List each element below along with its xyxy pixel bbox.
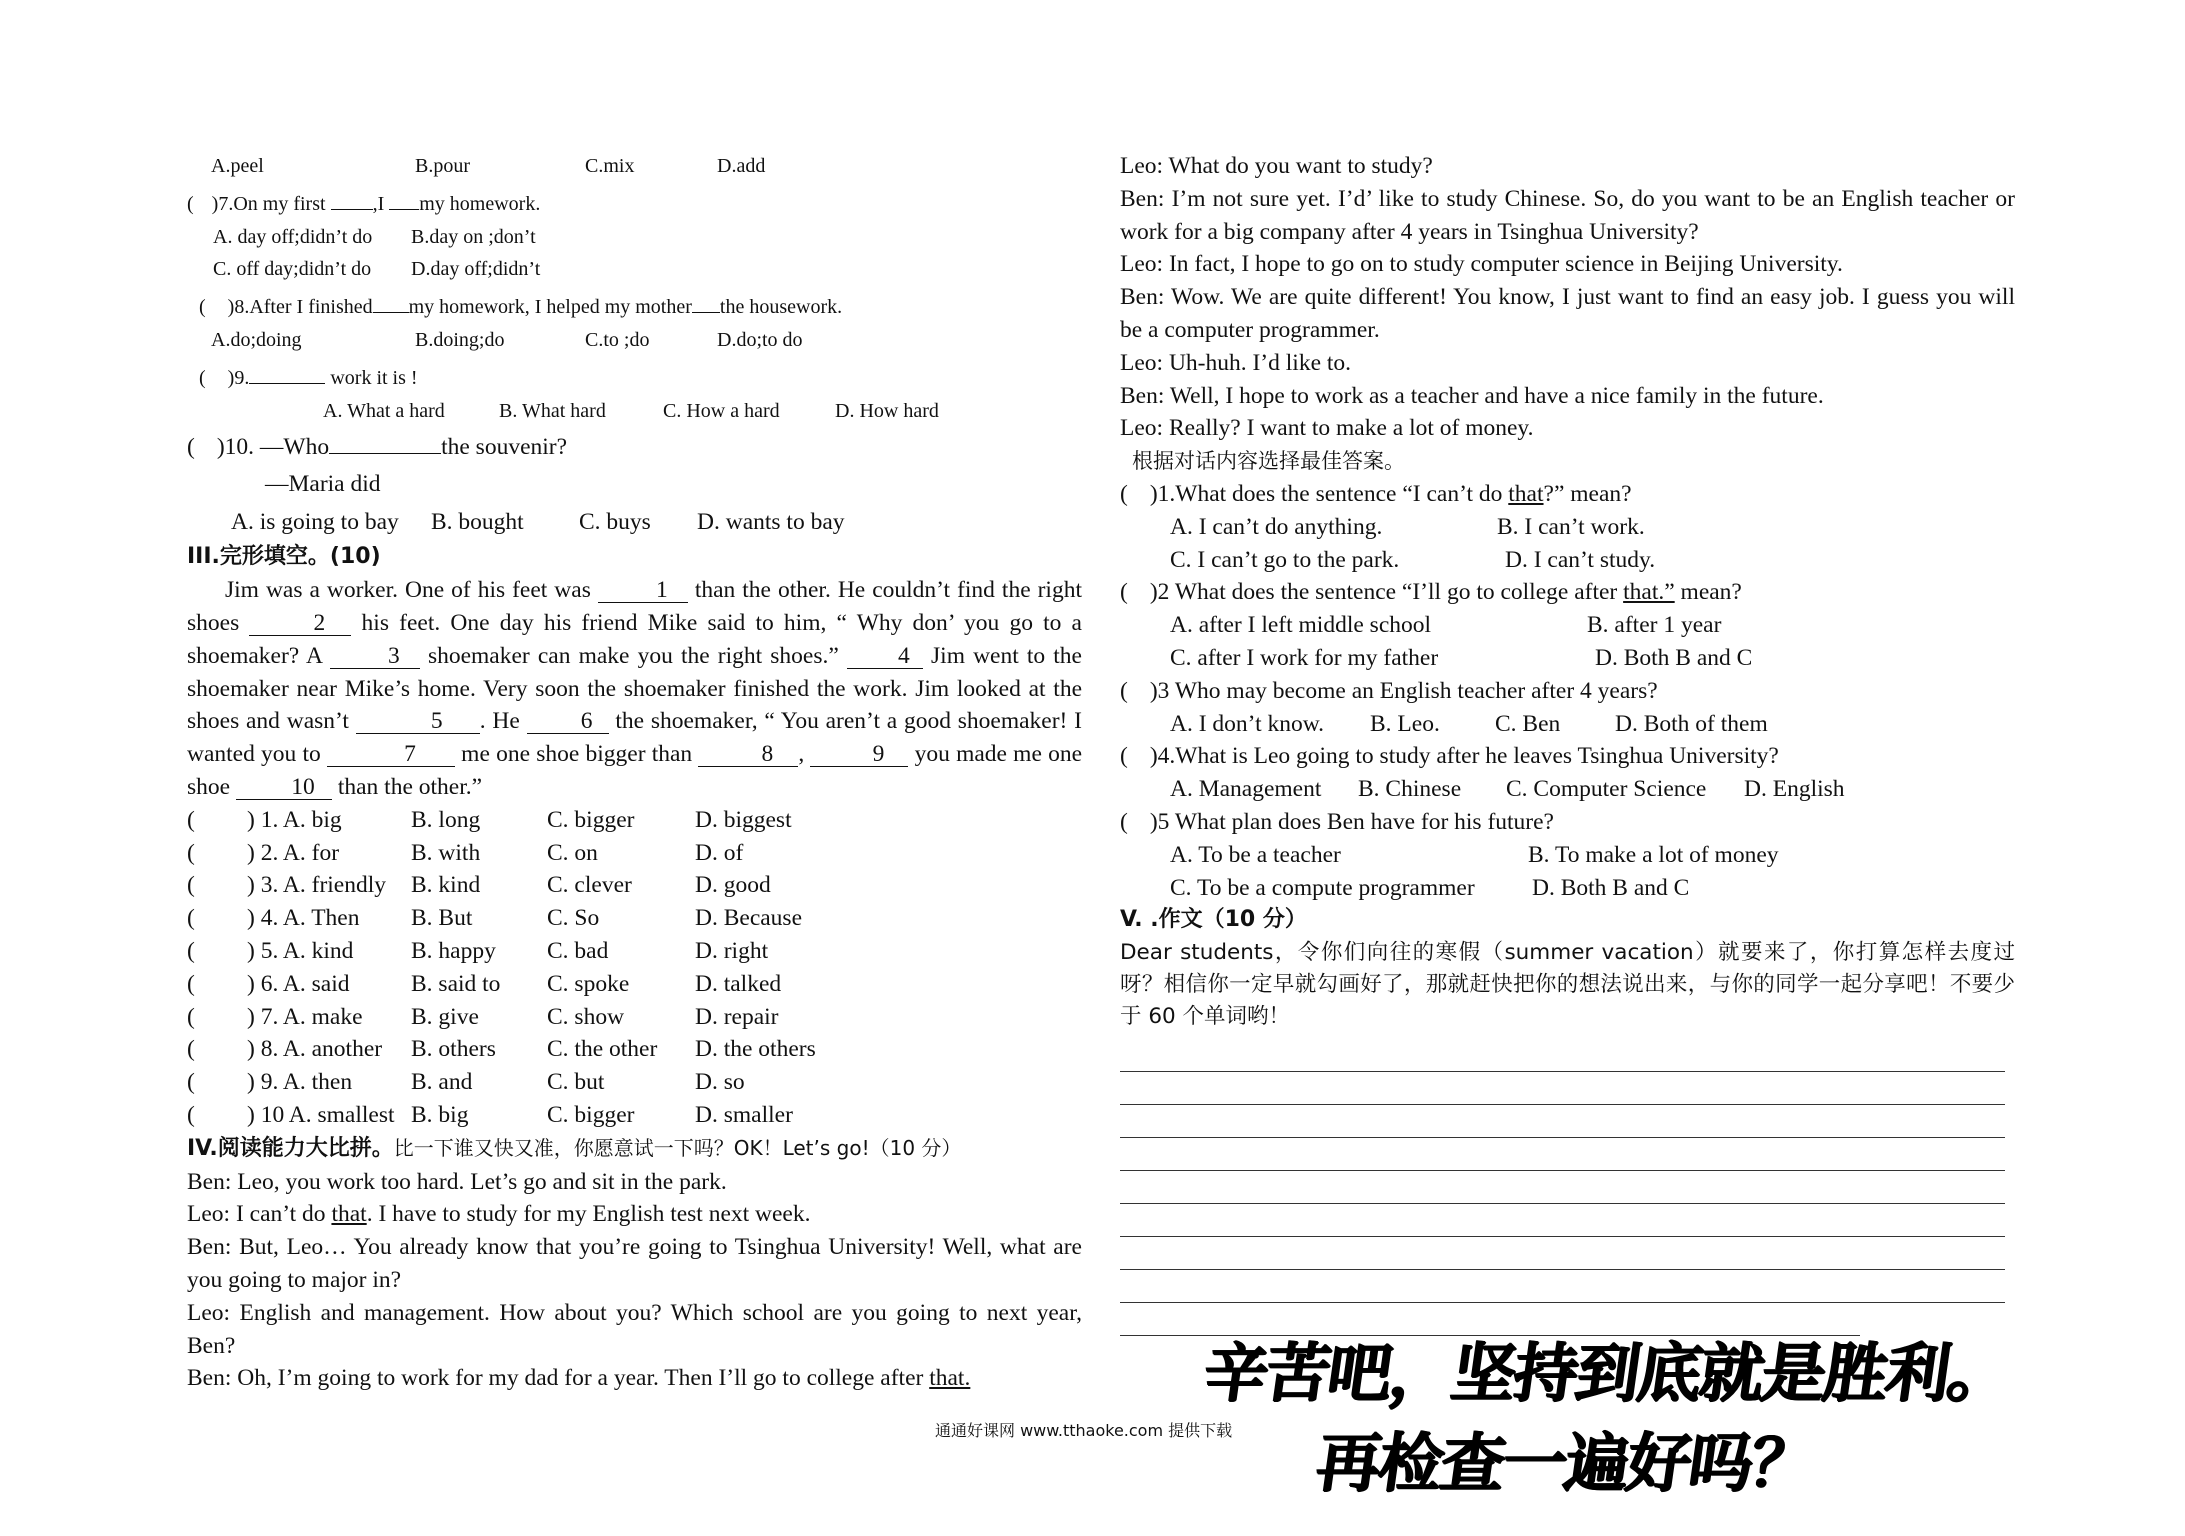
option-c: C. but (547, 1069, 605, 1096)
writing-line[interactable] (1120, 1270, 2005, 1303)
cloze-option-row (187, 869, 1082, 902)
option-a: ) 10 A. smallest (247, 1101, 395, 1128)
dialog-line: Leo: Really? I want to make a lot of money. (1120, 415, 1534, 442)
option-a: ) 3. A. friendly (247, 872, 387, 899)
answer-paren: ( (187, 1036, 195, 1063)
option-b: B. and (411, 1069, 473, 1096)
writing-line[interactable] (1120, 1138, 2005, 1171)
q10-answer: —Maria did (265, 471, 381, 498)
option-d: D. right (695, 937, 769, 964)
option-a: ) 2. A. for (247, 839, 340, 866)
option-a: ) 4. A. Then (247, 905, 360, 932)
answer-paren: ( (187, 937, 195, 964)
dialog-line: Ben: Wow. We are quite different! You know, I just want to find an easy job. I guess you will be a computer programmer. (1120, 284, 2015, 343)
reading-instruction: 根据对话内容选择最佳答案。 (1132, 449, 1405, 474)
q2-options-row1: A. after I left middle school B. after 1 year (1170, 612, 1722, 639)
q8-options: A.do;doing B.doing;do C.to ;do D.do;to do (211, 328, 803, 351)
option-c: C. bad (547, 937, 609, 964)
cloze-option-row (187, 902, 1082, 935)
section-4-title: IV.阅读能力大比拼。比一下谁又快又准，你愿意试一下吗？OK！Let’s go!（10 分） (187, 1135, 962, 1161)
option-c: C. spoke (547, 970, 630, 997)
option-d: D. Because (695, 905, 803, 932)
slogan-keep-going: 辛苦吧，坚持到底就是胜利。 (1198, 1337, 2016, 1411)
question-7: ( )7.On my first ,I my homework. (187, 183, 1082, 221)
reading-question-3: ( )3 Who may become an English teacher after 4 years? (1120, 677, 1658, 704)
answer-paren: ( (187, 1069, 195, 1096)
cloze-option-row (187, 1001, 1082, 1034)
cloze-option-row (187, 1099, 1082, 1132)
answer-paren: ( (187, 970, 195, 997)
answer-paren: ( (187, 1101, 195, 1128)
q5-options-row1: A. To be a teacher B. To make a lot of money (1170, 841, 1779, 868)
dialog-line: Leo: What do you want to study? (1120, 153, 1433, 179)
answer-blank[interactable] (329, 427, 441, 454)
option-a: ) 6. A. said (247, 970, 350, 997)
option-b: B. happy (411, 937, 496, 964)
cloze-blank-7[interactable]: 7 (327, 740, 455, 767)
q4-options: A. Management B. Chinese C. Computer Science D. English (1170, 776, 1845, 803)
q6-options (187, 150, 1082, 183)
option-b: B. said to (411, 970, 501, 997)
option-b: B. kind (411, 872, 481, 899)
cloze-option-row (187, 804, 1082, 837)
option-c: C. show (547, 1003, 625, 1030)
answer-paren: ( (187, 905, 195, 932)
essay-prompt: Dear students，令你们向往的寒假（summer vacation）就要来了，你打算怎样去度过呀？相信你一定早就勾画好了，那就赶快把你的想法说出来，与你的同学一起分享吧！不要少于 60 个单词哟！ (1120, 940, 2015, 1030)
cloze-option-row (187, 1066, 1082, 1099)
answer-blank[interactable] (373, 286, 409, 313)
option-d: D. repair (695, 1003, 779, 1030)
option-b: B. with (411, 839, 481, 866)
option-d: D. good (695, 872, 771, 899)
option-c: C. bigger (547, 1101, 635, 1128)
left-column (187, 150, 1082, 1395)
question-10: ( )10. —Who the souvenir? (187, 427, 1082, 465)
dialog-line: Ben: But, Leo… You already know that you’re going to Tsinghua University! Well, what are you going to major in? (187, 1234, 1082, 1293)
option-c: C. clever (547, 872, 632, 899)
section-5-title: V. .作文（10 分） (1120, 907, 1307, 933)
q10-options: A. is going to bay B. bought C. buys D. wants to bay (231, 509, 845, 536)
dialog-line: Ben: I’m not sure yet. I’d’ like to study Chinese. So, do you want to be an English teacher or work for a big company after 4 years in Tsinghua University? (1120, 185, 2015, 245)
option-d: D. smaller (695, 1101, 793, 1128)
writing-line[interactable] (1120, 1105, 2005, 1138)
q2-options-row2: C. after I work for my father D. Both B and C (1170, 644, 1753, 671)
answer-paren: ( (187, 839, 195, 866)
answer-paren: ( (187, 872, 195, 899)
reading-question-4: ( )4.What is Leo going to study after he leaves Tsinghua University? (1120, 743, 1779, 770)
option-c: C. So (547, 905, 600, 932)
q5-options-row2: C. To be a compute programmer D. Both B and C (1170, 874, 1690, 901)
cloze-blank-10[interactable]: 10 (236, 773, 332, 800)
q1-options-row2: C. I can’t go to the park. D. I can’t study. (1170, 546, 1656, 573)
writing-area[interactable] (1120, 1039, 2005, 1336)
option-d: D.add (717, 155, 766, 177)
option-a: ) 8. A. another (247, 1036, 383, 1063)
option-c: C. bigger (547, 806, 635, 833)
writing-line[interactable] (1120, 1204, 2005, 1237)
cloze-blank-2[interactable]: 2 (249, 609, 351, 636)
option-c: C. on (547, 839, 598, 866)
cloze-options-list (187, 804, 1082, 1132)
dialog-line: Leo: English and management. How about you? Which school are you going to next year, Ben? (187, 1299, 1082, 1359)
option-d: D. the others (695, 1036, 816, 1063)
cloze-option-row (187, 1033, 1082, 1066)
writing-line[interactable] (1120, 1072, 2005, 1105)
cloze-blank-9[interactable]: 9 (810, 740, 908, 767)
option-d: D. biggest (695, 806, 792, 833)
reading-question-2: ( )2 What does the sentence “I’ll go to college after that.” mean? (1120, 579, 1742, 606)
q1-options-row1: A. I can’t do anything. B. I can’t work. (1170, 513, 1645, 540)
answer-blank[interactable] (331, 183, 373, 210)
q9-options: A. What a hard B. What hard C. How a hard D. How hard (323, 399, 939, 422)
reading-question-5: ( )5 What plan does Ben have for his future? (1120, 808, 1554, 835)
q7-options-row2: C. off day;didn’t do D.day off;didn’t (213, 258, 541, 281)
option-b: B. others (411, 1036, 496, 1063)
writing-line[interactable] (1120, 1039, 2005, 1072)
option-b: B. big (411, 1101, 469, 1128)
dialog-line: Leo: Uh-huh. I’d like to. (1120, 349, 1352, 376)
option-b: B. give (411, 1003, 479, 1030)
option-d: D. talked (695, 970, 782, 997)
answer-blank[interactable] (389, 183, 419, 210)
cloze-option-row (187, 837, 1082, 870)
cloze-passage: Jim was a worker. One of his feet was 1 than the other. He couldn’t find the right shoes 2 his feet. One day his friend Mike said to him, “ Why don’ you go to a shoemaker? A 3 shoemaker can make you the right shoes.” 4 Jim went to the shoemaker near Mike’s home. Very soon the shoemaker finished the work. Jim looked at the shoes and wasn’t 5 . He 6 the shoemaker, “ You aren’t a good shoemaker! I wanted you to 7 me one shoe bigger than 8 , 9 you made me one shoe 10 than the other.” (187, 577, 1083, 800)
option-b: B. But (411, 905, 473, 932)
answer-blank[interactable] (692, 286, 720, 313)
cloze-blank-5[interactable]: 5 (356, 707, 480, 734)
option-a: A.peel (211, 155, 264, 177)
q3-options: A. I don’t know. B. Leo. C. Ben D. Both of them (1170, 710, 1768, 737)
cloze-blank-1[interactable]: 1 (598, 576, 688, 603)
option-d: D. so (695, 1069, 745, 1096)
option-a: ) 5. A. kind (247, 937, 354, 964)
cloze-blank-6[interactable]: 6 (527, 707, 609, 734)
option-d: D. of (695, 839, 744, 866)
right-column (1120, 150, 2015, 1336)
answer-paren: ( (187, 806, 195, 833)
slogan-check-again: 再检查一遍好吗？ (1311, 1427, 1819, 1501)
option-a: ) 9. A. then (247, 1069, 353, 1096)
writing-line[interactable] (1120, 1237, 2005, 1270)
answer-blank[interactable] (249, 357, 325, 384)
question-9: ( )9. work it is ! (187, 357, 1082, 395)
option-a: ) 7. A. make (247, 1003, 363, 1030)
cloze-blank-3[interactable]: 3 (330, 642, 420, 669)
answer-paren: ( (187, 1003, 195, 1030)
section-3-title: III.完形填空。(10) (187, 544, 381, 570)
dialog-line: Leo: I can’t do that. I have to study for my English test next week. (187, 1201, 811, 1228)
option-c: C. the other (547, 1036, 658, 1063)
cloze-option-row (187, 935, 1082, 968)
question-8: ( )8.After I finished my homework, I helped my mother the housework. (187, 286, 1082, 324)
footer-source: 通通好课网 www.tthaoke.com 提供下载 (935, 1421, 1233, 1440)
dialog-line: Leo: In fact, I hope to go on to study computer science in Beijing University. (1120, 251, 1843, 278)
dialog-line: Ben: Leo, you work too hard. Let’s go and sit in the park. (187, 1168, 727, 1195)
option-b: B.pour (415, 155, 470, 177)
cloze-blank-4[interactable]: 4 (847, 642, 923, 669)
option-b: B. long (411, 806, 481, 833)
option-c: C.mix (585, 155, 635, 177)
dialog-line: Ben: Oh, I’m going to work for my dad for a year. Then I’ll go to college after that. (187, 1365, 971, 1392)
writing-line[interactable] (1120, 1171, 2005, 1204)
reading-question-1: ( )1.What does the sentence “I can’t do that?” mean? (1120, 480, 1632, 507)
cloze-blank-8[interactable]: 8 (698, 740, 798, 767)
cloze-option-row (187, 968, 1082, 1001)
option-a: ) 1. A. big (247, 806, 342, 833)
q7-options-row1: A. day off;didn’t do B.day on ;don’t (213, 225, 536, 248)
dialog-line: Ben: Well, I hope to work as a teacher and have a nice family in the future. (1120, 382, 1824, 409)
